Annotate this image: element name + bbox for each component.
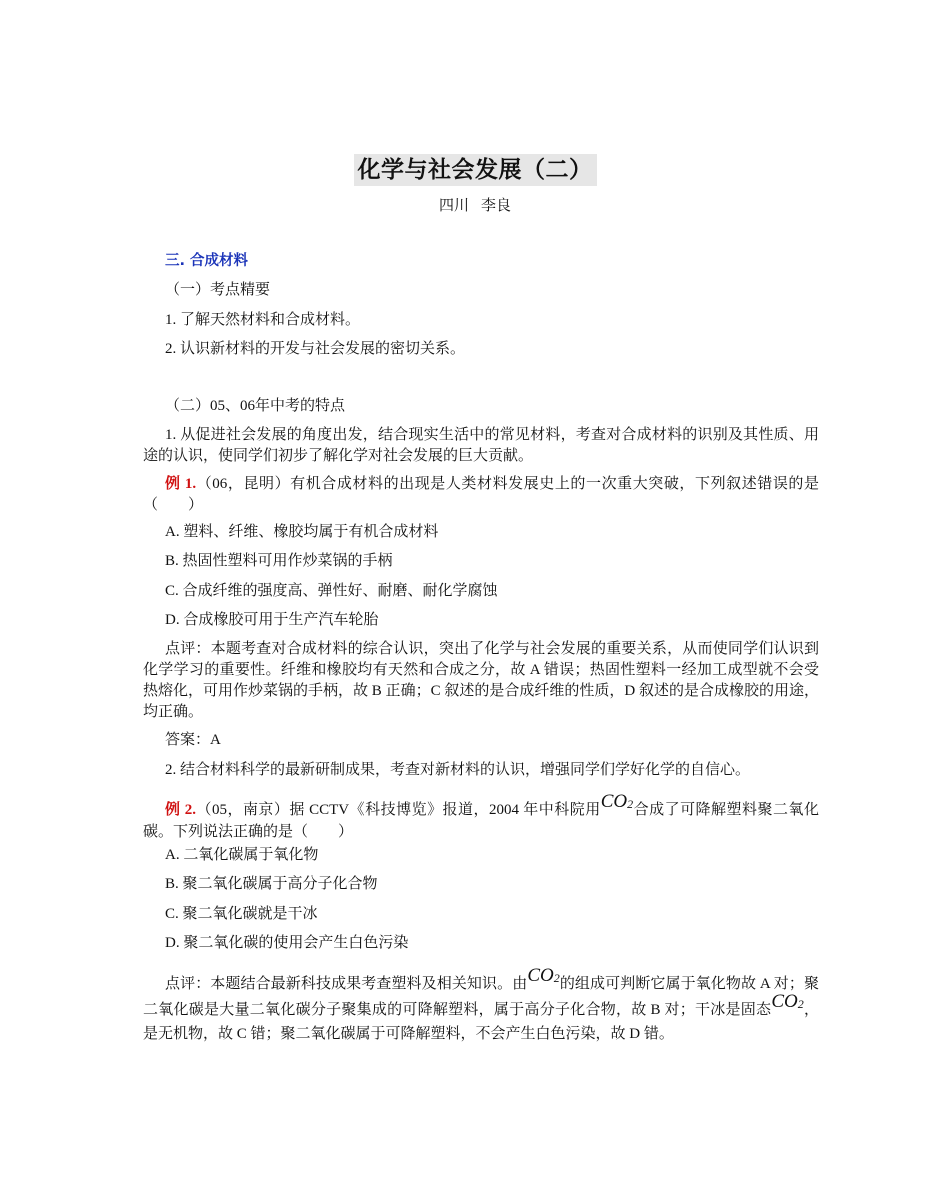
author-name: 李良	[481, 198, 512, 214]
part2-point-2: 2. 结合材料科学的最新研制成果，考查对新材料的认识，增强同学们学好化学的自信心。	[165, 762, 751, 778]
part2-point-1: 1. 从促进社会发展的角度出发，结合现实生活中的常见材料，考查对合成材料的识别及其性质、用途的认识，使同学们初步了解化学对社会发展的巨大贡献。	[143, 427, 819, 464]
co2-formula: $CO_2$	[600, 791, 634, 812]
example-2-comment-a: 点评：本题结合最新科技成果考查塑料及相关知识。由	[165, 976, 528, 992]
example-1-stem	[143, 474, 819, 516]
page-title: 化学与社会发展（二）	[354, 154, 597, 186]
example-1-option-c: C. 合成纤维的强度高、弹性好、耐磨、耐化学腐蚀	[165, 583, 498, 599]
example-1-answer: 答案：A	[165, 732, 221, 748]
section-heading: 三. 合成材料	[165, 253, 249, 269]
example-2-comment-c: ，是无机物，故 C 错；聚二氧化碳属于可降解塑料，不会产生白色污染，故 D 错。	[143, 1002, 819, 1042]
example-2-question-a: （05，南京）据 CCTV《科技博览》报道，2004 年中科院用	[195, 802, 601, 818]
example-1-label: 例 1.	[165, 476, 197, 492]
example-2-question-b: 合成了可降解塑料聚二氧化碳。下列说法正确的是（ ）	[143, 802, 819, 840]
example-1-option-a: A. 塑料、纤维、橡胶均属于有机合成材料	[165, 524, 439, 540]
part1-heading: （一）考点精要	[165, 282, 271, 298]
part1-item-2: 2. 认识新材料的开发与社会发展的密切关系。	[165, 341, 466, 357]
example-1-option-b: B. 热固性塑料可用作炒菜锅的手柄	[165, 553, 393, 569]
part1-item-1: 1. 了解天然材料和合成材料。	[165, 312, 361, 328]
example-1-comment: 点评：本题考查对合成材料的综合认识，突出了化学与社会发展的重要关系，从而使同学们认识到化学学习的重要性。纤维和橡胶均有天然和合成之分，故 A 错误；热固性塑料一经加工成型就不会受热熔化，可用作炒菜锅的手柄，故 B 正确；C 叙述的是合成纤维的性质，D 叙述的是合成橡胶的用途，均正确。	[143, 641, 819, 720]
example-2-label: 例 2.	[165, 802, 196, 818]
example-2-comment-b: 的组成可判断它属于氧化物故 A 对；聚二氧化碳是大量二氧化碳分子聚集成的可降解塑料，属于高分子化合物，故 B 对；干冰是固态	[143, 976, 819, 1018]
title-block	[0, 154, 950, 186]
author-line	[433, 198, 517, 214]
co2-formula: $CO_2$	[527, 965, 560, 986]
example-2-option-d: D. 聚二氧化碳的使用会产生白色污染	[165, 935, 409, 951]
example-2-option-b: B. 聚二氧化碳属于高分子化合物	[165, 876, 378, 892]
example-1-question: （06，昆明）有机合成材料的出现是人类材料发展史上的一次重大突破，下列叙述错误的是（ ）	[143, 476, 819, 513]
co2-formula: $CO_2$	[771, 991, 804, 1012]
example-2-comment	[143, 965, 819, 1046]
example-1-option-d: D. 合成橡胶可用于生产汽车轮胎	[165, 612, 379, 628]
author-region: 四川	[438, 198, 469, 214]
author-block	[0, 195, 950, 217]
part2-heading: （二）05、06年中考的特点	[165, 398, 346, 414]
example-2-option-c: C. 聚二氧化碳就是干冰	[165, 906, 318, 922]
example-2-stem	[143, 791, 819, 843]
example-2-option-a: A. 二氧化碳属于氧化物	[165, 847, 319, 863]
